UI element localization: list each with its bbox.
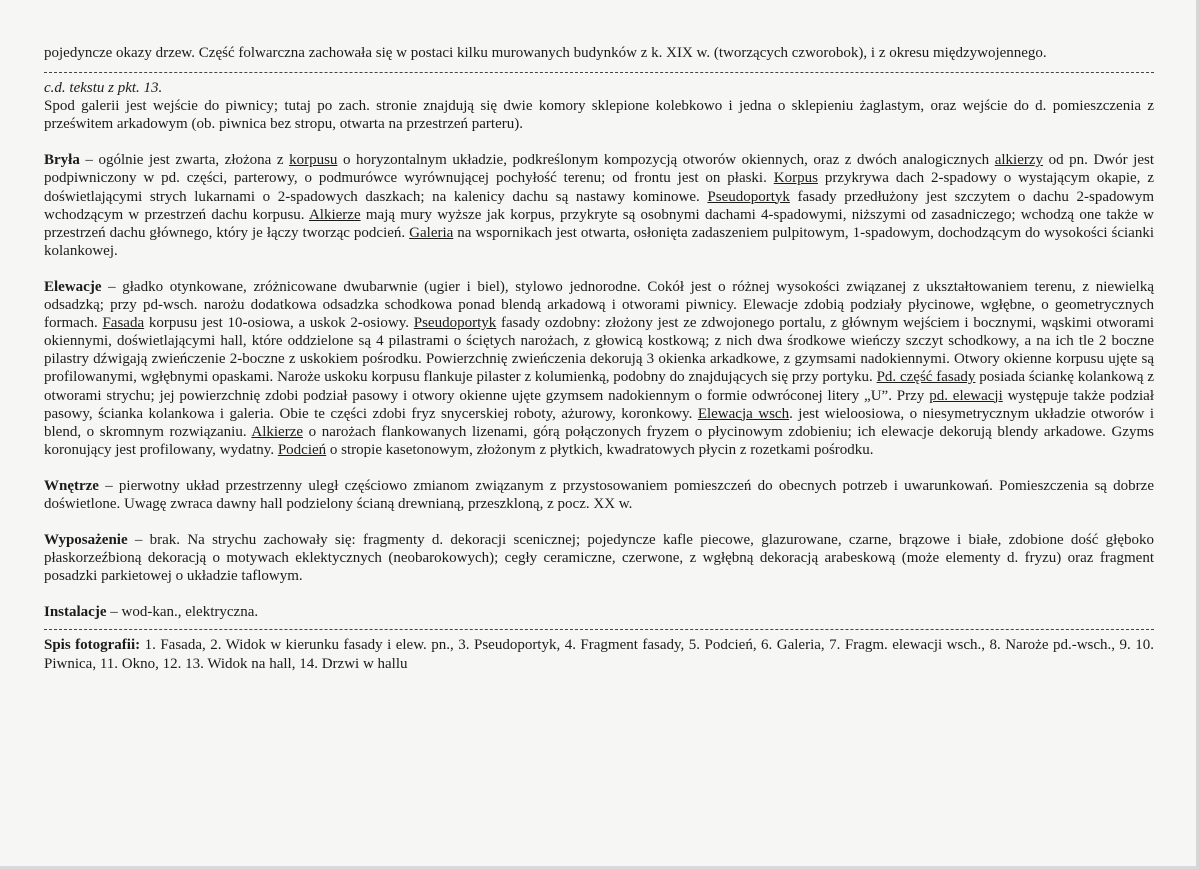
elewacje-paragraph: Elewacje – gładko otynkowane, zróżnicowane dwubarwnie (ugier i biel), stylowo jednorodne. Cokół jest o różnej wysokości związanej z ukształtowaniem terenu, z niewielką odsadzką; przy pd-wsch. narożu dodatkowa odsadzka schodkowa ponad blendą arkadową i otworami piwnicy. Elewacje zdobią podziały płycinowe, wgłębne, o geometrycznych formach. Fasada korpusu jest 10-osiowa, a uskok 2-osiowy. Pseudoportyk fasady ozdobny: złożony jest ze zdwojonego portalu, z głównym wejściem i bocznymi, wąskimi otworami okiennymi, doświetlającymi hall, które oddzielone są 4 pilastrami o ściętych narożach, z głowicą kostkową; z nich dwa środkowe wieńczy szczyt schodkowy, a na ich tle 2 boczne pilastry dźwigają zwieńczenie 2-boczne z uskokiem pośrodku. Powierzchnię zwieńczenia dekorują 3 okienka arkadkowe, z gzymsami nadokiennymi. Otwory okienne korpusu ujęte są profilowanymi, wgłębnymi opaskami. Naroże uskoku korpusu flankuje pilaster z kolumienką, podobny do znajdujących się przy portyku. Pd. część fasady posiada ściankę kolankową z otworami strychu; jej powierzchnię zdobi podział pasowy i otwory okienne ujęte gzymsem nadokiennym o formie odwróconej litery „U”. Przy pd. elewacji występuje także podział pasowy, ścianka kolankowa i galeria. Obie te części zdobi fryz snycerskiej roboty, ażurowy, koronkowy. Elewacja wsch. jest wieloosiowa, o niesymetrycznym układzie otworów i blend, o skromnym rozwiązaniu. Alkierze o narożach flankowanych lizenami, górą połączonych fryzem o płycinowym zdobieniu; ich elewacje dekorują blendy arkadowe. Gzyms koronujący jest profilowany, wydatny. Podcień o stropie kasetonowym, złożonym z płytkich, kwadratowych płycin z rozetkami pośrodku. <box>44 278 1154 458</box>
instalacje-paragraph: Instalacje – wod-kan., elektryczna. <box>44 604 259 621</box>
photo-list-paragraph: Spis fotografii: 1. Fasada, 2. Widok w kierunku fasady i elew. pn., 3. Pseudoportyk, 4. Fragment fasady, 5. Podcień, 6. Galeria, 7. Fragm. elewacji wsch., 8. Naroże pd.-wsch., 9. 10. Piwnica, 11. Okno, 12. 13. Widok na hall, 14. Drzwi w hallu <box>44 637 1154 672</box>
bryla-paragraph: Bryła – ogólnie jest zwarta, złożona z korpusu o horyzontalnym układzie, podkreślonym kompozycją otworów okiennych, oraz z dwóch analogicznych alkierzy od pn. Dwór jest podpiwniczony w pd. części, parterowy, o podmurówce wyrównującej pochyłość terenu; od frontu jest on płaski. Korpus przykrywa dach 2-spadowy o wystającym okapie, z doświetlającymi strych lukarnami o 2-spadowych daszkach; na kalenicy dachu są nastawy kominowe. Pseudoportyk fasady przedłużony jest szczytem o dachu 2-spadowym wchodzącym w przestrzeń dachu korpusu. Alkierze mają mury wyższe jak korpus, przykryte są osobnymi dachami 4-spadowymi, niższymi od zasadniczego; wchodzą one także w przestrzeń dachu głównego, który je łączy tworząc podcień. Galeria na wspornikach jest otwarta, osłonięta zadaszeniem pulpitowym, 1-spadowym, dochodzącym do wysokości ścianki kolankowej. <box>44 152 1155 259</box>
bryla-heading: Bryła <box>44 152 80 169</box>
dashed-divider <box>44 629 1154 630</box>
wnetrze-heading: Wnętrze <box>44 477 99 494</box>
intro-paragraph: pojedyncze okazy drzew. Część folwarczna zachowała się w postaci kilku murowanych budynków z k. XIX w. (tworzących czworobok), i z okresu międzywojennego. <box>44 45 1047 61</box>
dashed-divider <box>44 72 1154 73</box>
wnetrze-paragraph: Wnętrze – pierwotny układ przestrzenny uległ częściowo zmianom związanym z przystosowaniem pomieszczeń do obecnych potrzeb i uwarunkowań. Pomieszczenia są dobrze doświetlone. Uwagę zwraca dawny hall podzielony ścianą drewnianą, przeszkloną, z pocz. XX w. <box>44 477 1154 512</box>
wyposazenie-paragraph: Wyposażenie – brak. Na strychu zachowały się: fragmenty d. dekoracji scenicznej; pojedyncze kafle piecowe, glazurowane, czarne, brązowe i białe, zdobione dość głęboko płaskorzeźbioną dekoracją o motywach eklektycznych (neobarokowych); cegły ceramiczne, czerwone, z wgłębną dekoracją arabeskową (może elementy d. fryzu) oraz fragment posadzki parkietowej o układzie taflowym. <box>44 532 1154 585</box>
instalacje-heading: Instalacje <box>44 604 107 621</box>
elewacje-heading: Elewacje <box>44 278 102 295</box>
wyposazenie-heading: Wyposażenie <box>44 532 128 549</box>
cellar-paragraph: Spod galerii jest wejście do piwnicy; tutaj po zach. stronie znajdują się dwie komory sklepione kolebkowo i jedna o sklepieniu żaglastym, oraz wejście do d. pomieszczenia z prześwitem arkadowym (ob. piwnica bez stropu, otwarta na przestrzeń parteru). <box>44 98 1154 133</box>
document-text <box>44 44 1154 673</box>
continuation-heading: c.d. tekstu z pkt. 13. <box>44 80 163 97</box>
photo-list-heading: Spis fotografii: <box>44 637 141 654</box>
